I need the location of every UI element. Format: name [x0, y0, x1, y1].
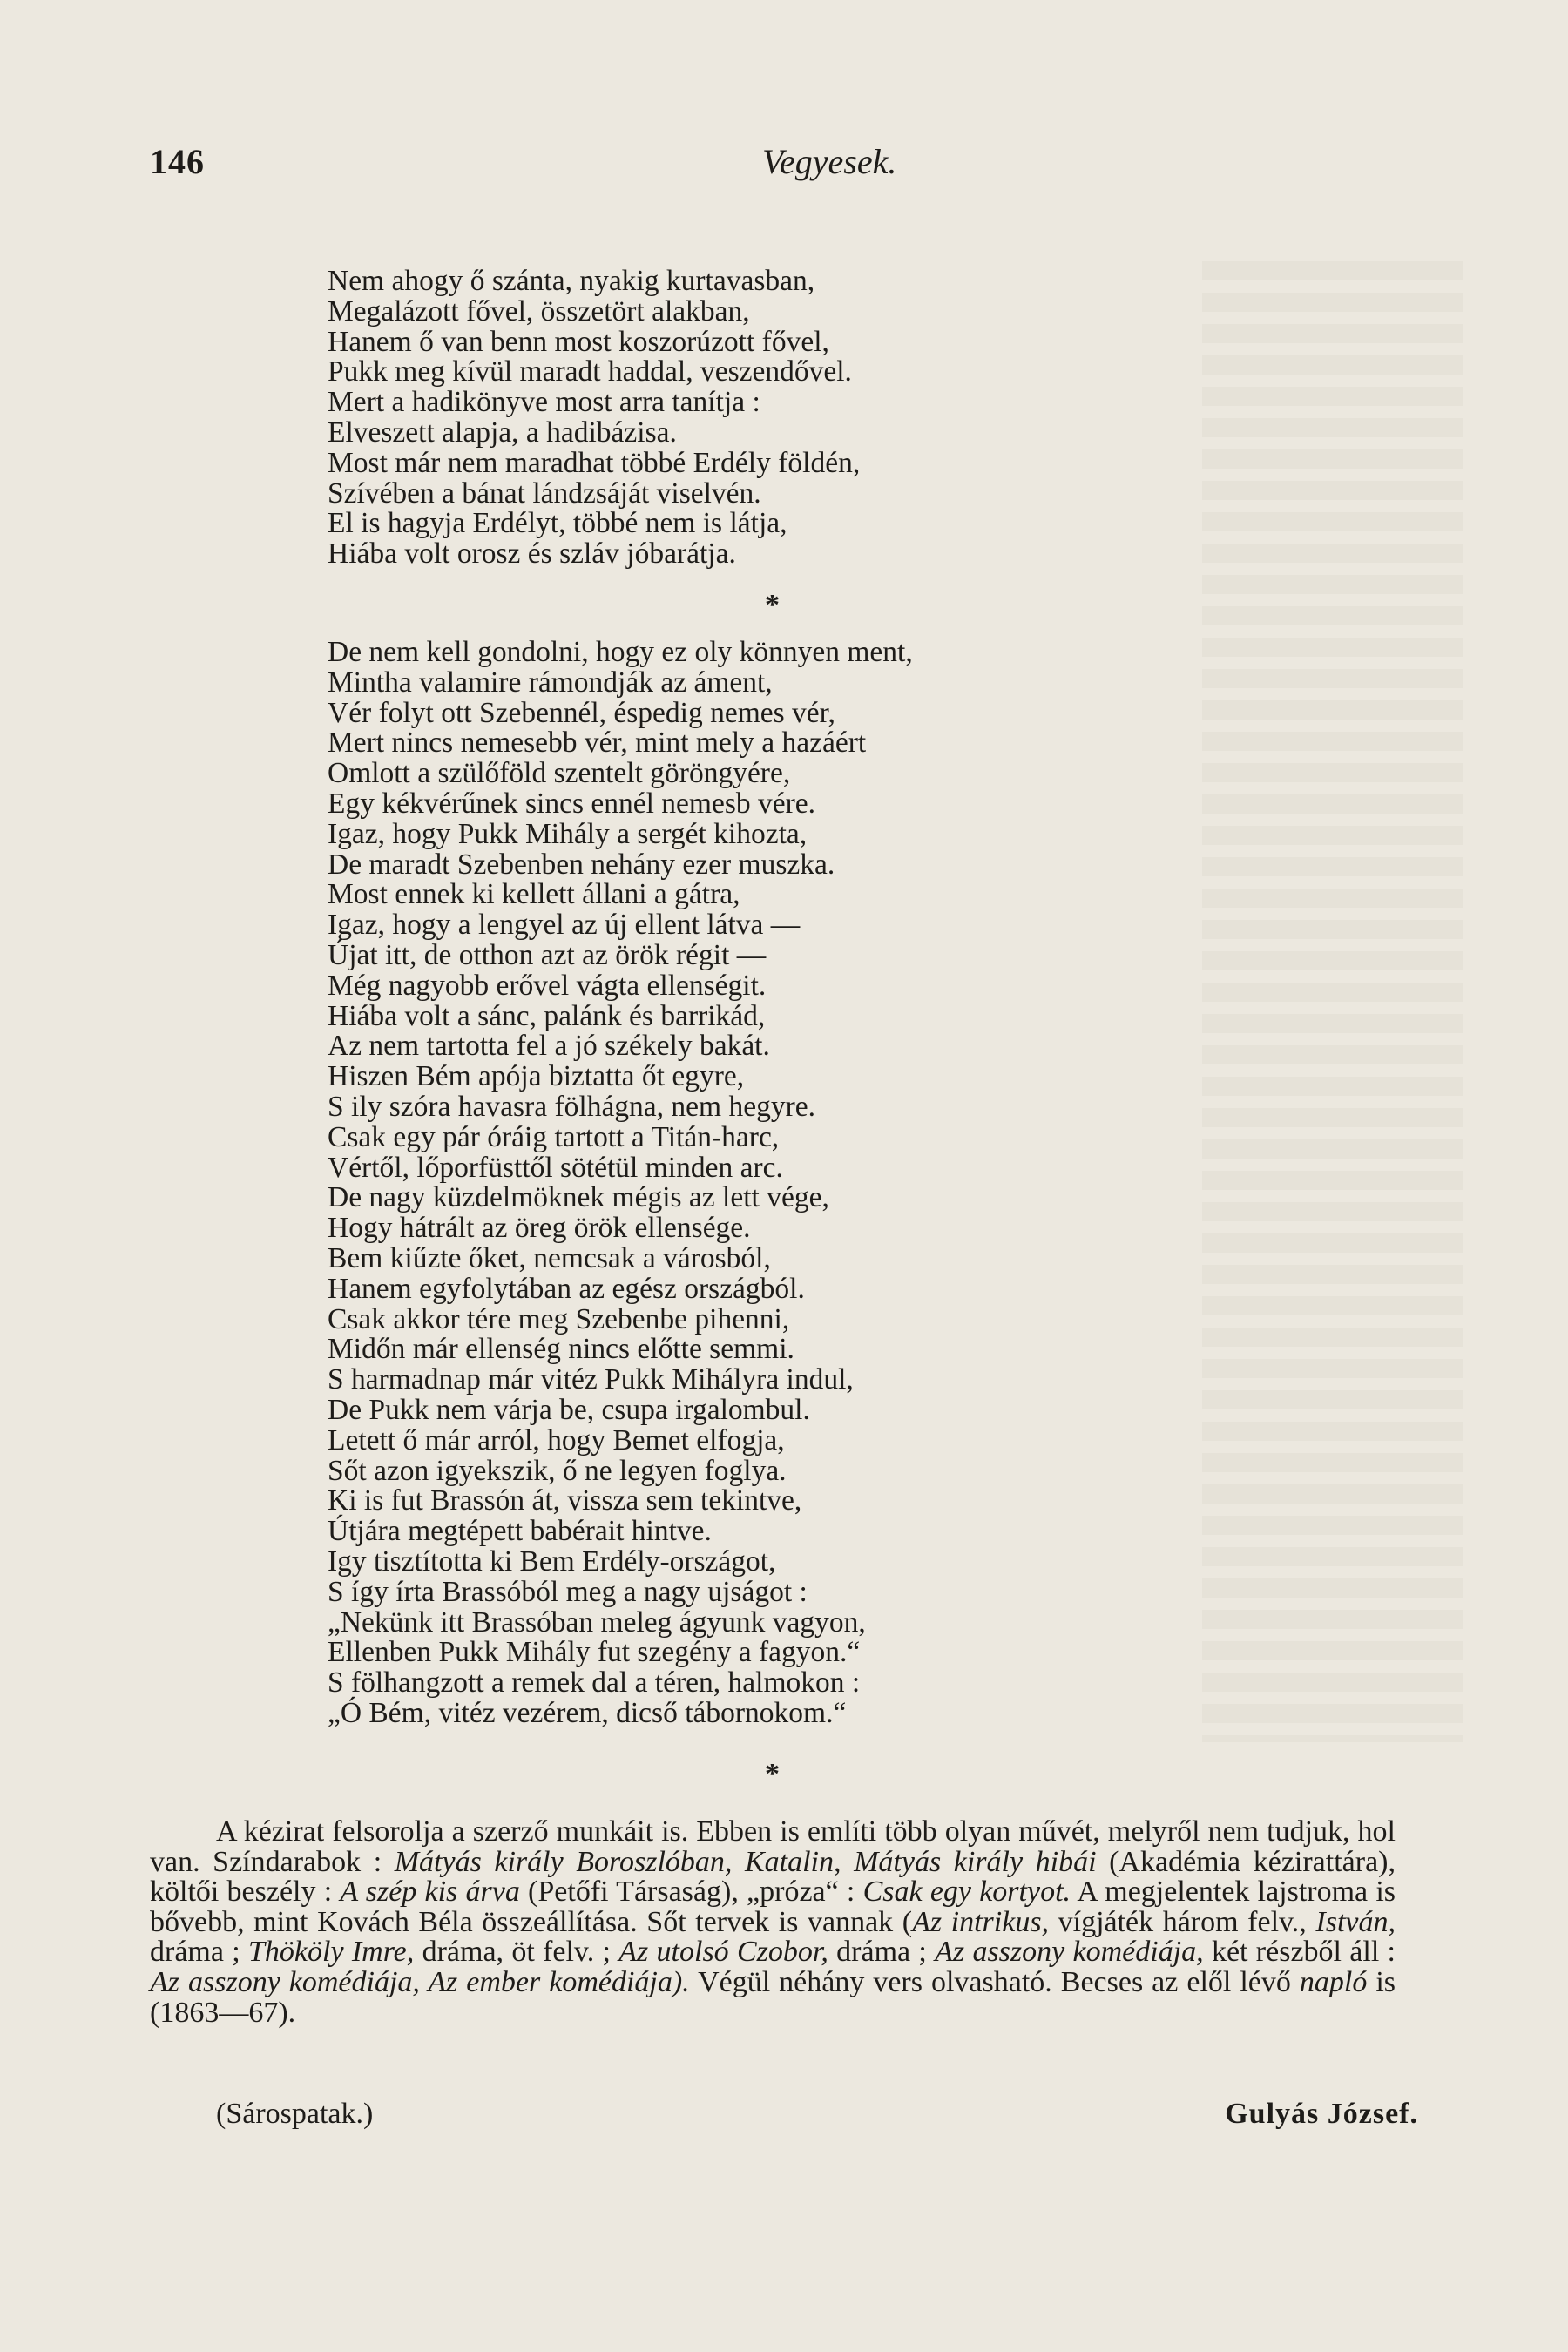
poem-line: Újat itt, de otthon azt az örök régit — — [328, 938, 767, 971]
poem-line: Nem ahogy ő szánta, nyakig kurtavasban, — [328, 265, 815, 297]
prose-text: dráma ; — [836, 1936, 927, 1969]
poem-line: Most ennek ki kellett állani a gátra, — [328, 878, 740, 911]
poem-line: Szívében a bánat lándzsáját viselvén. — [328, 476, 761, 510]
author-name: Gulyás József. — [1225, 2098, 1418, 2130]
poem-line: Hanem ő van benn most koszorúzott fővel, — [328, 325, 829, 358]
work-title: Csak egy kortyot. — [862, 1876, 1071, 1909]
running-title: Vegyesek. — [762, 142, 897, 181]
poem-line: Bem kiűzte őket, nemcsak a városból, — [328, 1241, 771, 1274]
poem-line: Sőt azon igyekszik, ő ne legyen foglya. — [328, 1454, 787, 1487]
prose-text: (Akadémia kézirattára), költői beszély : — [150, 1845, 1396, 1909]
poem-line: Egy kékvérűnek sincs ennél nemesb vére. — [328, 787, 815, 820]
poem-line: Csak egy pár óráig tartott a Titán-harc, — [328, 1120, 780, 1153]
poem-line: Az nem tartotta fel a jó székely bakát. — [328, 1030, 770, 1063]
poem-line: Ellenben Pukk Mihály fut szegény a fagyon.“ — [328, 1636, 861, 1669]
work-title: Az utolsó Czobor, — [618, 1936, 828, 1969]
poem-line: De maradt Szebenben nehány ezer muszka. — [328, 848, 835, 881]
poem-line: Csak akkor tére meg Szebenbe pihenni, — [328, 1302, 790, 1335]
work-title: Az asszony komédiája, — [935, 1936, 1204, 1969]
prose-text: A megjelentek lajstroma is bővebb, mint Kovách Béla összeállítása. Sőt tervek is vannak ( — [150, 1876, 1396, 1938]
work-title: A szép kis árva — [340, 1876, 520, 1909]
poem-line: De nem kell gondolni, hogy ez oly könnyen ment, — [328, 636, 913, 668]
poem-line: De nagy küzdelmöknek mégis az lett vége, — [328, 1181, 829, 1214]
section-divider: * — [765, 1758, 780, 1790]
prose-text: is (1863—67). — [150, 1965, 1396, 2029]
prose-text: vígjáték három felv., — [1058, 1905, 1307, 1938]
poem-line: Hanem egyfolytában az egész országból. — [328, 1272, 805, 1305]
poem-line: „Nekünk itt Brassóban meleg ágyunk vagyon, — [328, 1605, 866, 1639]
poem-line: Most már nem maradhat többé Erdély földén, — [328, 446, 861, 479]
work-title: István, — [1315, 1905, 1396, 1938]
poem-line: Mert a hadikönyve most arra tanítja : — [328, 386, 760, 419]
poem-line: S ily szóra havasra fölhágna, nem hegyre. — [328, 1090, 815, 1123]
paragraph-text — [150, 1817, 1396, 2028]
poem-line: De Pukk nem várja be, csupa irgalombul. — [328, 1393, 810, 1426]
section-divider: * — [765, 589, 780, 621]
poem-line: Még nagyobb erővel vágta ellenségit. — [328, 969, 767, 1002]
poem-line: Mert nincs nemesebb vér, mint mely a hazáért — [328, 727, 867, 760]
poem-line: Hiszen Bém apója biztatta őt egyre, — [328, 1060, 745, 1093]
work-title: napló — [1299, 1965, 1368, 1998]
poem-line: Vértől, lőporfüsttől sötétül minden arc. — [328, 1151, 783, 1184]
poem-stanza-1 — [328, 267, 1199, 570]
poem-line: Hiába volt a sánc, palánk és barrikád, — [328, 999, 766, 1032]
poem-line: Vér folyt ott Szebennél, éspedig nemes vér, — [328, 696, 835, 729]
poem-line: Midőn már ellenség nincs előtte semmi. — [328, 1333, 794, 1366]
poem-stanza-2 — [328, 638, 1199, 1729]
poem-line: Hiába volt orosz és szláv jóbarátja. — [328, 537, 736, 571]
poem-line: Letett ő már arról, hogy Bemet elfogja, — [328, 1423, 785, 1456]
poem-line: „Ó Bém, vitéz vezérem, dicső tábornokom.“ — [328, 1696, 847, 1729]
page-number: 146 — [150, 142, 205, 181]
show-through-texture — [1202, 261, 1463, 1742]
prose-text: két részből áll : — [1211, 1936, 1396, 1969]
poem-line: Megalázott fővel, összetört alakban, — [328, 294, 750, 328]
poem-line: Elveszett alapja, a hadibázisa. — [328, 416, 677, 449]
prose-text: dráma ; — [150, 1936, 240, 1969]
work-title: Mátyás király Boroszlóban, Katalin, Mátyás király hibái — [394, 1845, 1097, 1878]
prose-text: Végül néhány vers olvasható. Becses az elől lévő — [698, 1965, 1291, 1998]
poem-line: Igaz, hogy Pukk Mihály a sergét kihozta, — [328, 817, 808, 850]
poem-line: S harmadnap már vitéz Pukk Mihályra indul, — [328, 1363, 854, 1396]
poem-line: Pukk meg kívül maradt haddal, veszendővel. — [328, 355, 852, 389]
poem-line: Útjára megtépett babérait hintve. — [328, 1515, 712, 1548]
poem-line: El is hagyja Erdélyt, többé nem is látja, — [328, 507, 787, 540]
poem-line: S fölhangzott a remek dal a téren, halmokon : — [328, 1666, 861, 1700]
poem-line: Omlott a szülőföld szentelt göröngyére, — [328, 757, 791, 790]
place-name: (Sárospatak.) — [216, 2098, 374, 2130]
poem-line: Ki is fut Brassón át, vissza sem tekintve, — [328, 1484, 802, 1517]
poem-line: Hogy hátrált az öreg örök ellensége. — [328, 1212, 751, 1245]
work-title: Az asszony komédiája, Az ember komédiája). — [150, 1965, 690, 1998]
prose-paragraph — [150, 1817, 1396, 2028]
prose-text: dráma, öt felv. ; — [422, 1936, 611, 1969]
work-title: Az intrikus, — [912, 1905, 1050, 1938]
prose-text: A kézirat felsorolja a szerző munkáit is. Ebben is említi több olyan művét, melyről nem tudjuk, hol van. Színdarabok : — [150, 1815, 1396, 1878]
poem-line: Igaz, hogy a lengyel az új ellent látva — — [328, 909, 801, 942]
poem-line: S így írta Brassóból meg a nagy ujságot : — [328, 1575, 808, 1608]
work-title: Thököly Imre, — [248, 1936, 415, 1969]
poem-line: Igy tisztította ki Bem Erdély-országot, — [328, 1544, 776, 1578]
prose-text: (Petőfi Társaság), „próza“ : — [528, 1876, 855, 1909]
poem-line: Mintha valamire rámondják az áment, — [328, 666, 773, 699]
